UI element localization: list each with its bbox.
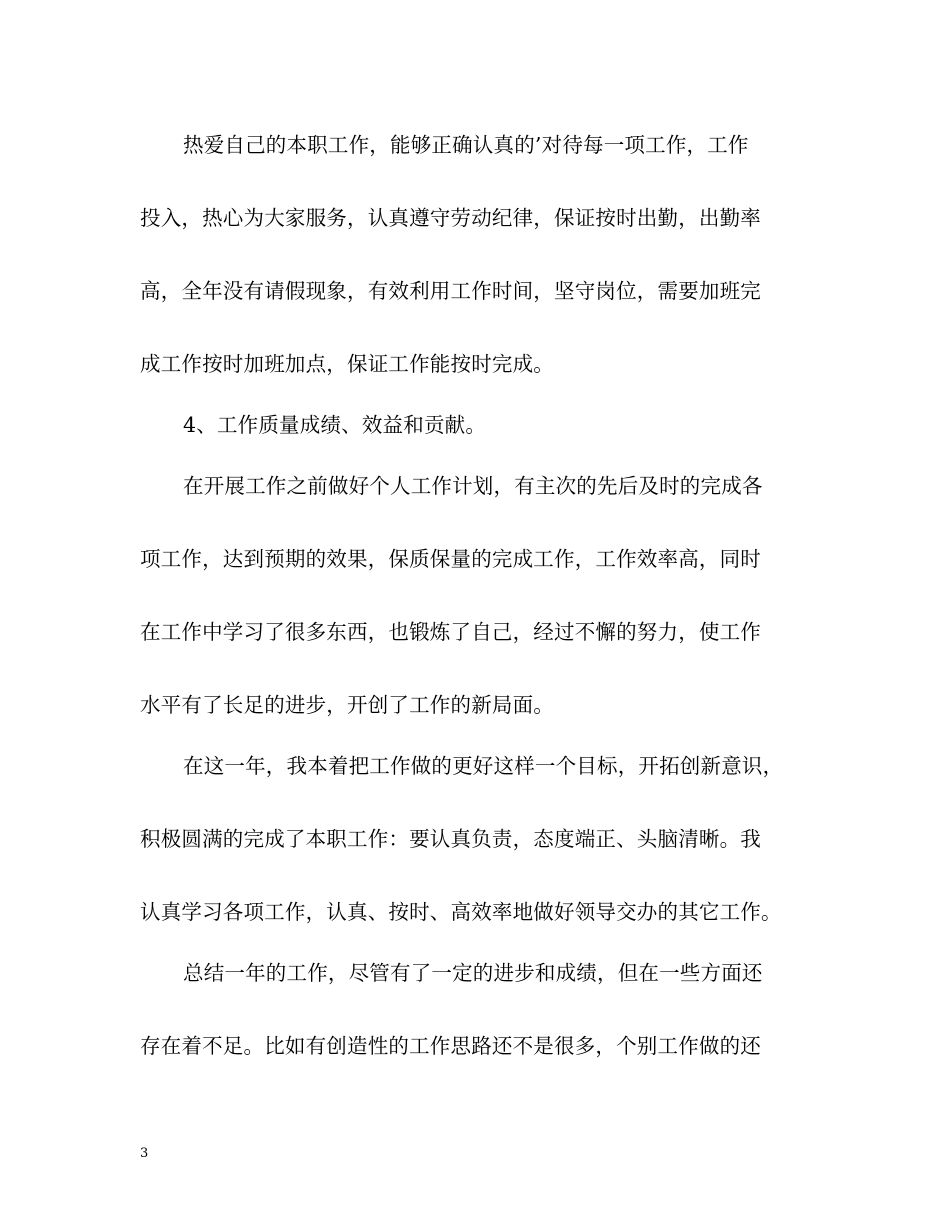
paragraph-line: 积极圆满的完成了本职工作：要认真负责，态度端正、头脑清晰。我 (140, 827, 761, 851)
paragraph-line: 项工作，达到预期的效果，保质保量的完成工作，工作效率高，同时 (140, 547, 761, 571)
paragraph-line: 在开展工作之前做好个人工作计划，有主次的先后及时的完成各 (183, 474, 763, 498)
paragraph-line: 在工作中学习了很多东西，也锻炼了自己，经过不懈的努力，使工作 (140, 620, 761, 644)
paragraph-line: 水平有了长足的进步，开创了工作的新局面。 (140, 693, 554, 717)
paragraph-line: 存在着不足。比如有创造性的工作思路还不是很多，个别工作做的还 (140, 1034, 761, 1058)
paragraph-line: 投入，热心为大家服务，认真遵守劳动纪律，保证按时出勤，出勤率 (140, 206, 761, 230)
paragraph-line: 热爱自己的本职工作，能够正确认真的’对待每一项工作，工作 (183, 133, 749, 157)
paragraph-line: 高，全年没有请假现象，有效利用工作时间，坚守岗位，需要加班完 (140, 279, 761, 303)
page-number: 3 (140, 1146, 149, 1161)
paragraph-line: 在这一年，我本着把工作做的更好这样一个目标，开拓创新意识， (183, 754, 784, 778)
paragraph-line: 总结一年的工作，尽管有了一定的进步和成绩，但在一些方面还 (183, 961, 763, 985)
paragraph-line: 成工作按时加班加点，保证工作能按时完成。 (140, 352, 554, 376)
section-heading: 4、工作质量成绩、效益和贡献。 (183, 413, 487, 437)
paragraph-line: 认真学习各项工作，认真、按时、高效率地做好领导交办的其它工作。 (140, 900, 782, 924)
